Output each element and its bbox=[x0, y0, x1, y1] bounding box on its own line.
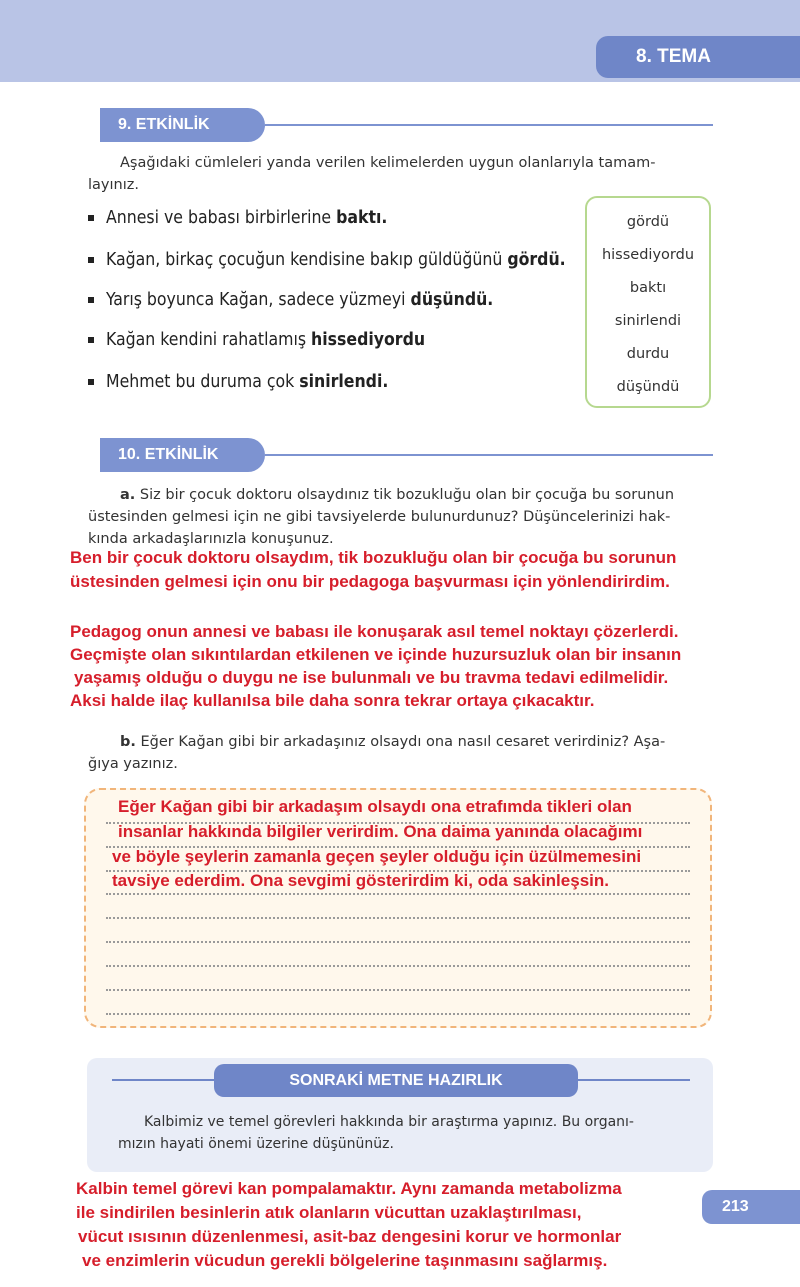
theme-tab bbox=[596, 36, 800, 78]
answer-a-line: Ben bir çocuk doktoru olsaydım, tik bozukluğu olan bir çocuğa bu sorunun bbox=[70, 548, 677, 567]
activity-9-instruction-1: Aşağıdaki cümleleri yanda verilen kelimelerden uygun olanlarıyla tamam- bbox=[120, 155, 656, 171]
sentence-item: Kağan, birkaç çocuğun kendisine bakıp güldüğünü gördü. bbox=[88, 250, 566, 270]
sentence-item: Annesi ve babası birbirlerine baktı. bbox=[88, 208, 387, 228]
word-bank-item: gördü bbox=[626, 214, 670, 230]
prep-line-1: Kalbimiz ve temel görevleri hakkında bir araştırma yapınız. Bu organı- bbox=[144, 1114, 634, 1130]
prep-answer-line: ile sindirilen besinlerin atık olanların vücuttan uzaklaştırılması, bbox=[76, 1203, 582, 1222]
sentence-answer: sinirlendi. bbox=[299, 372, 389, 392]
answer-b-line: insanlar hakkında bilgiler verirdim. Ona daima yanında olacağımı bbox=[118, 822, 643, 841]
sentence-answer: hissediyordu bbox=[311, 330, 426, 350]
activity-9-title: 9. ETKİNLİK bbox=[118, 116, 210, 133]
bullet-icon bbox=[88, 297, 94, 303]
prep-answer-line: Kalbin temel görevi kan pompalamaktır. Aynı zamanda metabolizma bbox=[76, 1179, 622, 1198]
sentence-item: Yarış boyunca Kağan, sadece yüzmeyi düşündü. bbox=[88, 290, 493, 310]
writing-line bbox=[106, 989, 690, 991]
word-bank bbox=[585, 196, 711, 408]
question-a-line-1: a. Siz bir çocuk doktoru olsaydınız tik bozukluğu olan bir çocuğa bu sorunun bbox=[120, 487, 675, 503]
question-b-line-1: b. Eğer Kağan gibi bir arkadaşınız olsaydı ona nasıl cesaret verirdiniz? Aşa- bbox=[120, 734, 666, 750]
bullet-icon bbox=[88, 257, 94, 263]
activity-10-tab bbox=[100, 438, 265, 472]
prep-answer-line: ve enzimlerin vücudun gerekli bölgelerine taşınmasını sağlarmış. bbox=[82, 1251, 608, 1270]
prep-rule-left bbox=[112, 1079, 214, 1081]
activity-9-tab bbox=[100, 108, 265, 142]
answer-b-line: ve böyle şeylerin zamanla geçen şeyler olduğu için üzülmemesini bbox=[112, 847, 642, 866]
question-a-line-3: kında arkadaşlarınızla konuşunuz. bbox=[88, 531, 334, 547]
answer-a-line: üstesinden gelmesi için onu bir pedagoga başvurması için yönlendirirdim. bbox=[70, 572, 670, 591]
answer-a-line: Geçmişte olan sıkıntılardan etkilenen ve içinde huzursuzluk olan bir insanın bbox=[70, 645, 682, 664]
answer-a-line: Aksi halde ilaç kullanılsa bile daha sonra tekrar ortaya çıkacaktır. bbox=[70, 691, 595, 710]
page-number-tab bbox=[702, 1190, 800, 1224]
sentence-item: Kağan kendini rahatlamış hissediyordu bbox=[88, 330, 425, 350]
word-bank-item: düşündü bbox=[616, 379, 680, 395]
answer-b-line: tavsiye ederdim. Ona sevgimi gösterirdim ki, oda sakinleşsin. bbox=[112, 871, 609, 890]
answer-a-line: yaşamış olduğu o duygu ne ise bulunmalı ve bu travma tedavi edilmelidir. bbox=[74, 668, 669, 687]
activity-9-instruction-2: layınız. bbox=[88, 177, 139, 193]
writing-line bbox=[106, 893, 690, 895]
writing-line bbox=[106, 941, 690, 943]
prep-title-tab bbox=[214, 1064, 578, 1097]
word-bank-item: durdu bbox=[626, 346, 670, 362]
question-b-label: b. bbox=[120, 734, 136, 750]
question-a-line-2: üstesinden gelmesi için ne gibi tavsiyelerde bulunurdunuz? Düşüncelerinizi hak- bbox=[88, 509, 671, 525]
word-bank-item: baktı bbox=[629, 280, 667, 296]
sentence-item: Mehmet bu duruma çok sinirlendi. bbox=[88, 372, 388, 392]
prep-answer-line: vücut ısısının düzenlenmesi, asit-baz dengesini korur ve hormonlar bbox=[78, 1227, 622, 1246]
answer-b-line: Eğer Kağan gibi bir arkadaşım olsaydı ona etrafımda tikleri olan bbox=[118, 797, 632, 816]
prep-rule-right bbox=[578, 1079, 690, 1081]
prep-line-2: mızın hayati önemi üzerine düşününüz. bbox=[118, 1136, 394, 1152]
bullet-icon bbox=[88, 215, 94, 221]
writing-line bbox=[106, 1013, 690, 1015]
answer-a-line: Pedagog onun annesi ve babası ile konuşarak asıl temel noktayı çözerlerdi. bbox=[70, 622, 679, 641]
bullet-icon bbox=[88, 337, 94, 343]
prep-title: SONRAKİ METNE HAZIRLIK bbox=[289, 1071, 503, 1089]
sentence-answer: gördü. bbox=[507, 250, 566, 270]
activity-10-rule bbox=[265, 454, 713, 456]
question-b-line-2: ğıya yazınız. bbox=[88, 756, 178, 772]
page-number: 213 bbox=[722, 1198, 749, 1215]
writing-line bbox=[106, 917, 690, 919]
theme-label: 8. TEMA bbox=[636, 46, 711, 67]
sentence-answer: baktı. bbox=[336, 208, 388, 228]
word-bank-item: hissediyordu bbox=[601, 247, 695, 263]
activity-10-title: 10. ETKİNLİK bbox=[118, 446, 219, 463]
question-a-label: a. bbox=[120, 487, 136, 503]
bullet-icon bbox=[88, 379, 94, 385]
activity-9-rule bbox=[265, 124, 713, 126]
word-bank-item: sinirlendi bbox=[614, 313, 682, 329]
sentence-answer: düşündü. bbox=[410, 290, 494, 310]
writing-line bbox=[106, 965, 690, 967]
